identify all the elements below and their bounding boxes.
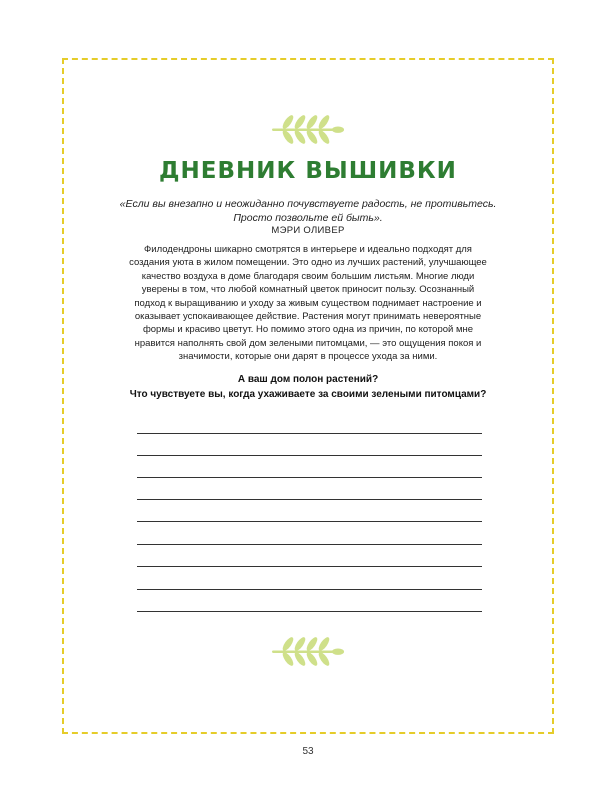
journal-questions xyxy=(0,372,616,402)
question-1: А ваш дом полон растений? xyxy=(237,374,379,385)
page-title: ДНЕВНИК ВЫШИВКИ xyxy=(159,158,457,184)
question-2: Что чувствуете вы, когда ухаживаете за своими зелеными питомцами? xyxy=(129,389,487,400)
epigraph-quote: «Если вы внезапно и неожиданно почувствуете радость, не противьтесь. Просто позвольте ей быть». xyxy=(119,198,497,224)
leaf-sprig-icon xyxy=(270,636,346,668)
body-paragraph: Филодендроны шикарно смотрятся в интерьере и идеально подходят для создания уюта в жилом помещении. Это одно из лучших растений, улучшающее качество воздуха в доме благодаря своим большим листьям. Многие люди уверены в том, что любой комнатный цветок приносит пользу. Осознанный подход к выращиванию и уходу за живым существом поднимает настроение и оказывает успокаивающее действие. Растения могут принимать невероятные формы и красиво цветут. Но помимо этого одна из причин, по которой мне нравится наполнять свой дом зелеными питомцами, — это ощущения покоя и значимости, которые они дарят в процессе ухода за ними. xyxy=(129,244,487,363)
page-number: 53 xyxy=(302,746,314,757)
leaf-sprig-icon xyxy=(270,114,346,146)
epigraph-author: МЭРИ ОЛИВЕР xyxy=(271,225,345,236)
